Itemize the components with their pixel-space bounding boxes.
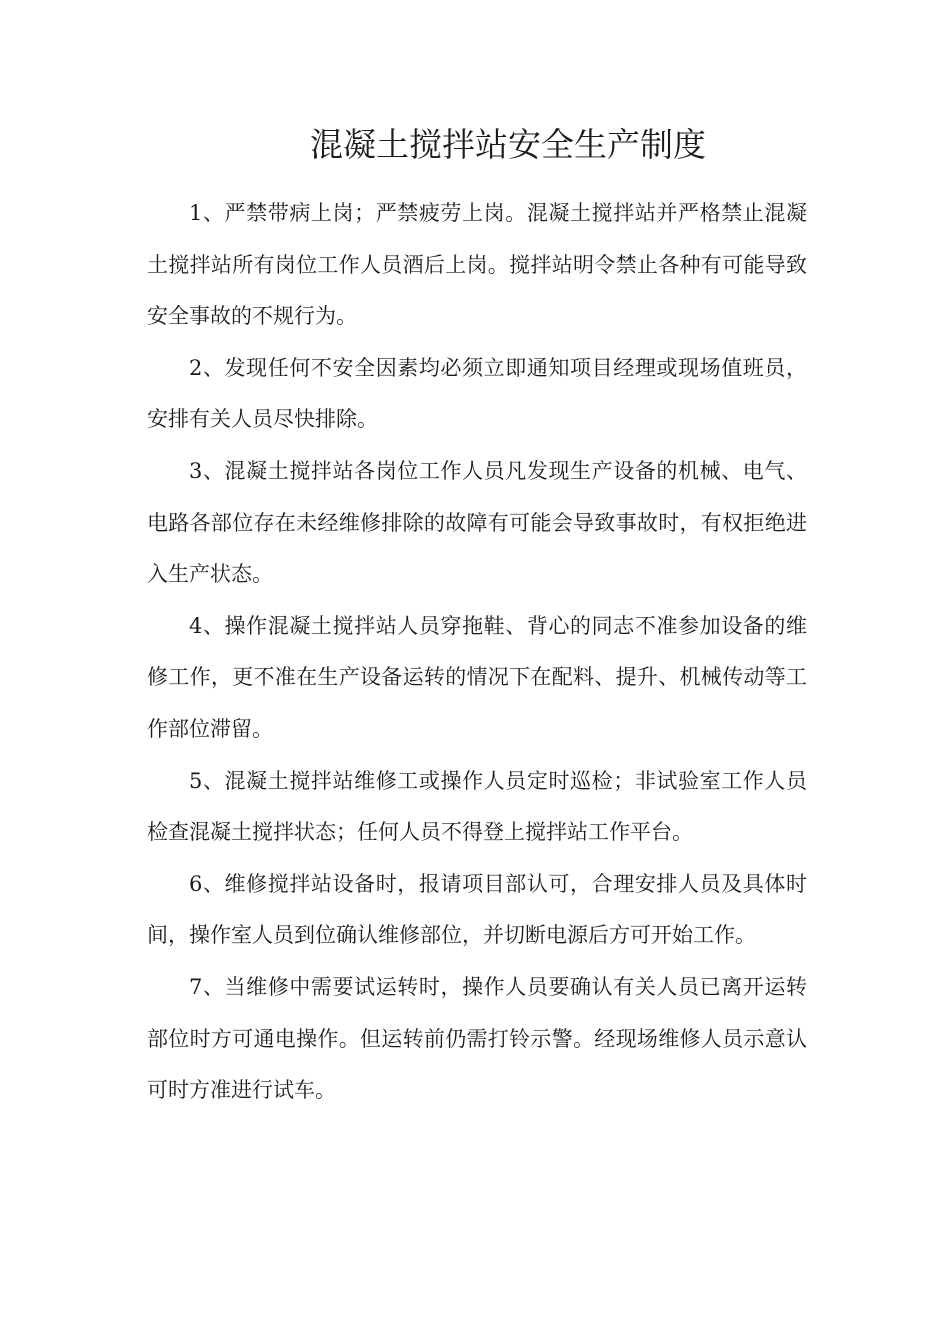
paragraph-2: 2、发现任何不安全因素均必须立即通知项目经理或现场值班员，安排有关人员尽快排除。: [147, 355, 807, 432]
paragraph-7: 7、当维修中需要试运转时，操作人员要确认有关人员已离开运转部位时方可通电操作。但运转前仍需打铃示警。经现场维修人员示意认可时方准进行试车。: [147, 974, 807, 1103]
paragraph-6: 6、维修搅拌站设备时，报请项目部认可，合理安排人员及具体时间，操作室人员到位确认维修部位，并切断电源后方可开始工作。: [147, 871, 807, 948]
paragraph-5: 5、混凝土搅拌站维修工或操作人员定时巡检；非试验室工作人员检查混凝土搅拌状态；任何人员不得登上搅拌站工作平台。: [147, 768, 807, 845]
paragraph-3: 3、混凝土搅拌站各岗位工作人员凡发现生产设备的机械、电气、电路各部位存在未经维修排除的故障有可能会导致事故时，有权拒绝进入生产状态。: [147, 458, 807, 587]
document-title: 混凝土搅拌站安全生产制度: [310, 125, 706, 164]
paragraph-1: 1、严禁带病上岗；严禁疲劳上岗。混凝土搅拌站并严格禁止混凝土搅拌站所有岗位工作人员酒后上岗。搅拌站明令禁止各种有可能导致安全事故的不规行为。: [147, 201, 807, 329]
document-body: [147, 188, 807, 1117]
paragraph-4: 4、操作混凝土搅拌站人员穿拖鞋、背心的同志不准参加设备的维修工作，更不准在生产设备运转的情况下在配料、提升、机械传动等工作部位滞留。: [147, 613, 807, 741]
